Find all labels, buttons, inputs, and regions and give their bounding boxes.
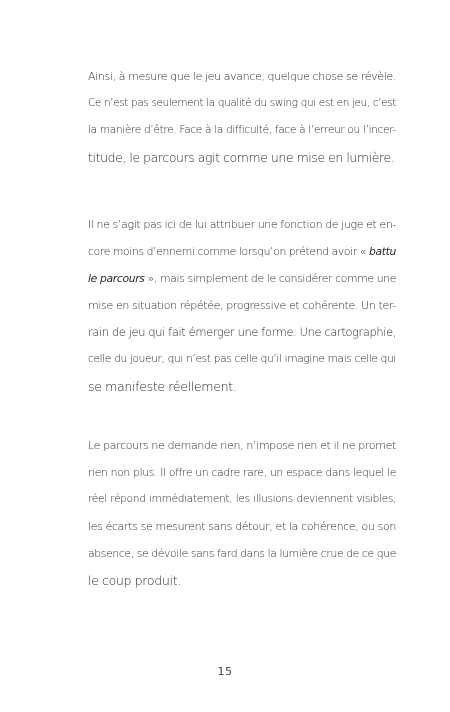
paragraph-2-line-7: se manifeste réellement. bbox=[88, 379, 237, 394]
paragraph-2-line-1: Il ne s’agit pas ici de lui attribuer une fonction de juge et en- bbox=[88, 218, 397, 231]
italic-phrase-le-parcours: le parcours bbox=[88, 272, 145, 285]
paragraph-3-line-1: Le parcours ne demande rien, n’impose rien et il ne promet bbox=[88, 439, 396, 452]
paragraph-3-line-5: absence, se dévoile sans fard dans la lumière crue de ce que bbox=[88, 547, 396, 560]
italic-word-battu: battu bbox=[368, 245, 396, 258]
paragraph-2-line-5: rain de jeu qui fait émerger une forme. Une cartographie, bbox=[88, 325, 396, 339]
paragraph-1-line-2: Ce n’est pas seulement la qualité du swing qui est en jeu, c’est bbox=[88, 97, 396, 109]
paragraph-3-line-2: rien non plus. Il offre un cadre rare, un espace dans lequel le bbox=[88, 466, 396, 479]
paragraph-2-line-6: celle du joueur, qui n’est pas celle qu’il imagine mais celle qui bbox=[88, 353, 396, 365]
paragraph-2-line-2-text: core moins d’ennemi comme lorsqu’on prétend avoir « bbox=[88, 245, 369, 258]
paragraph-2-line-3 bbox=[88, 265, 396, 292]
paragraph-3-line-3: réel répond immédiatement, les illusions deviennent visibles, bbox=[88, 493, 396, 505]
paragraph-1 bbox=[88, 63, 396, 171]
paragraph-3-line-4: les écarts se mesurent sans détour, et la cohérence, ou son bbox=[88, 520, 396, 533]
paragraph-1-line-4: titude, le parcours agit comme une mise en lumière. bbox=[88, 150, 395, 165]
paragraph-1-line-3: la manière d’être. Face à la difficulté, face à l’erreur ou l’incer- bbox=[88, 124, 396, 136]
paragraph-2-line-2 bbox=[88, 238, 396, 265]
paragraph-3 bbox=[88, 432, 396, 594]
paragraph-1-line-1: Ainsi, à mesure que le jeu avance, quelque chose se révèle. bbox=[88, 70, 396, 83]
paragraph-2-line-3-text: », mais simplement de le considérer comme une bbox=[144, 272, 396, 285]
paragraph-3-line-6: le coup produit. bbox=[88, 573, 181, 588]
paragraph-2-line-4: mise en situation répétée, progressive et cohérente. Un ter- bbox=[88, 299, 396, 312]
page-number: 15 bbox=[217, 665, 233, 678]
paragraph-2 bbox=[88, 211, 396, 400]
